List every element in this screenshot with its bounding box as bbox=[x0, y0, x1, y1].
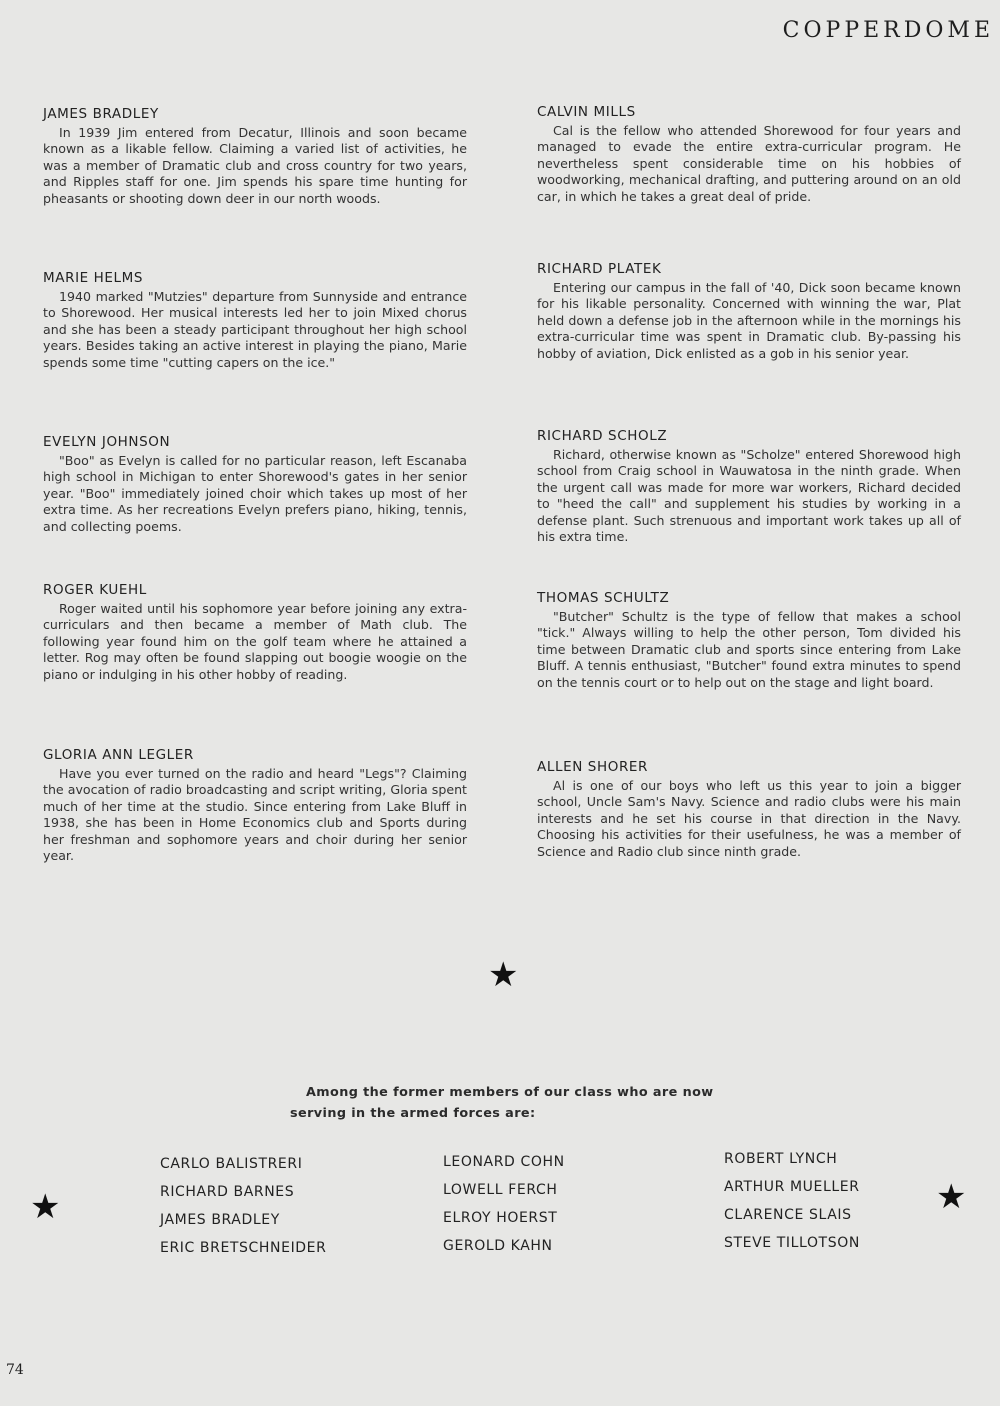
bio-name: RICHARD PLATEK bbox=[537, 261, 662, 277]
armed-forces-list bbox=[160, 1154, 326, 1266]
armed-forces-name: STEVE TILLOTSON bbox=[724, 1235, 860, 1251]
armed-forces-name: RICHARD BARNES bbox=[160, 1184, 295, 1200]
bio-text: Cal is the fellow who attended Shorewood for four years and managed to evade the entire extra-curricular program. He nevertheless spent considerable time on his hobbies of woodworking, mechanical drafting, and puttering around on an old car, in which he takes a great deal of pride. bbox=[537, 123, 961, 204]
armed-forces-name: LOWELL FERCH bbox=[443, 1182, 558, 1198]
bio-name: ROGER KUEHL bbox=[43, 582, 147, 598]
bio-name: JAMES BRADLEY bbox=[43, 106, 159, 122]
bio-entry bbox=[43, 270, 467, 371]
bio-entry bbox=[537, 104, 961, 205]
bio-name: ALLEN SHORER bbox=[537, 759, 649, 775]
bio-text: Entering our campus in the fall of '40, Dick soon became known for his likable personality. Concerned with winning the war, Plat held down a defense job in the afternoon while in the mornings his extra-curricular time was spent in Dramatic club. By-passing his hobby of aviation, Dick enlisted as a gob in his senior year. bbox=[537, 280, 961, 361]
bio-entry bbox=[537, 590, 961, 691]
armed-forces-name: ROBERT LYNCH bbox=[724, 1151, 838, 1167]
armed-forces-intro-line: Among the former members of our class who are now bbox=[306, 1085, 714, 1100]
bio-text: "Boo" as Evelyn is called for no particular reason, left Escanaba high school in Michigan to enter Shorewood's gates in her senior year. "Boo" immediately joined choir which takes up most of her extra time. As her recreations Evelyn prefers piano, hiking, tennis, and collecting poems. bbox=[43, 453, 467, 534]
armed-forces-name: LEONARD COHN bbox=[443, 1154, 565, 1170]
bio-text: Roger waited until his sophomore year before joining any extra-curriculars and then became a member of Math club. The following year found him on the golf team where he attained a letter. Rog may often be found slapping out boogie woogie on the piano or indulging in his other hobby of reading. bbox=[43, 601, 467, 682]
bio-entry bbox=[43, 582, 467, 683]
star-icon: ★ bbox=[488, 955, 519, 995]
bio-entry bbox=[537, 428, 961, 545]
bio-text: "Butcher" Schultz is the type of fellow that makes a school "tick." Always willing to help the other person, Tom divided his time between Dramatic club and sports since entering from Lake Bluff. A tennis enthusiast, "Butcher" found extra minutes to spend on the tennis court or to help out on the stage and light board. bbox=[537, 609, 961, 690]
bio-entry bbox=[537, 759, 961, 860]
armed-forces-intro bbox=[290, 1082, 720, 1124]
bio-text: Have you ever turned on the radio and heard "Legs"? Claiming the avocation of radio broadcasting and script writing, Gloria spent much of her time at the studio. Since entering from Lake Bluff in 1938, she has been in Home Economics club and Sports during her freshman and sophomore years and choir during her senior year. bbox=[43, 766, 467, 864]
star-icon: ★ bbox=[30, 1187, 61, 1227]
bio-name: RICHARD SCHOLZ bbox=[537, 428, 668, 444]
bio-text: 1940 marked "Mutzies" departure from Sunnyside and entrance to Shorewood. Her musical interests led her to join Mixed chorus and she has been a steady participant throughout her high school years. Besides taking an active interest in playing the piano, Marie spends some time "cutting capers on the ice." bbox=[43, 289, 467, 370]
bio-name: MARIE HELMS bbox=[43, 270, 144, 286]
armed-forces-name: ERIC BRETSCHNEIDER bbox=[160, 1240, 327, 1256]
armed-forces-name: CARLO BALISTRERI bbox=[160, 1156, 303, 1172]
armed-forces-list bbox=[724, 1149, 860, 1261]
armed-forces-name: ELROY HOERST bbox=[443, 1210, 558, 1226]
bio-name: GLORIA ANN LEGLER bbox=[43, 747, 194, 763]
armed-forces-intro-line: serving in the armed forces are: bbox=[290, 1106, 536, 1121]
bio-name: THOMAS SCHULTZ bbox=[537, 590, 670, 606]
bio-entry bbox=[43, 434, 467, 535]
armed-forces-name: GEROLD KAHN bbox=[443, 1238, 553, 1254]
armed-forces-name: CLARENCE SLAIS bbox=[724, 1207, 852, 1223]
page-number: 74 bbox=[6, 1362, 24, 1378]
page-header-title: COPPERDOME bbox=[782, 18, 994, 43]
bio-entry bbox=[43, 106, 467, 207]
bio-name: CALVIN MILLS bbox=[537, 104, 636, 120]
star-icon: ★ bbox=[936, 1177, 967, 1217]
bio-entry bbox=[43, 747, 467, 864]
bio-entry bbox=[537, 261, 961, 362]
bio-text: Richard, otherwise known as "Scholze" entered Shorewood high school from Craig school in Wauwatosa in the ninth grade. When the urgent call was made for more war workers, Richard decided to "heed the call" and supplement his studies by working in a defense plant. Such strenuous and important work takes up all of his extra time. bbox=[537, 447, 961, 545]
bio-text: Al is one of our boys who left us this year to join a bigger school, Uncle Sam's Navy. Science and radio clubs were his main interests and he set his course in that direction in the Navy. Choosing his activities for their usefulness, he was a member of Science and Radio club since ninth grade. bbox=[537, 778, 961, 859]
bio-text: In 1939 Jim entered from Decatur, Illinois and soon became known as a likable fellow. Claiming a varied list of activities, he was a member of Dramatic club and cross country for two years, and Ripples staff for one. Jim spends his spare time hunting for pheasants or shooting down deer in our north woods. bbox=[43, 125, 467, 206]
armed-forces-name: JAMES BRADLEY bbox=[160, 1212, 280, 1228]
bio-name: EVELYN JOHNSON bbox=[43, 434, 171, 450]
armed-forces-name: ARTHUR MUELLER bbox=[724, 1179, 860, 1195]
armed-forces-list bbox=[443, 1152, 565, 1264]
